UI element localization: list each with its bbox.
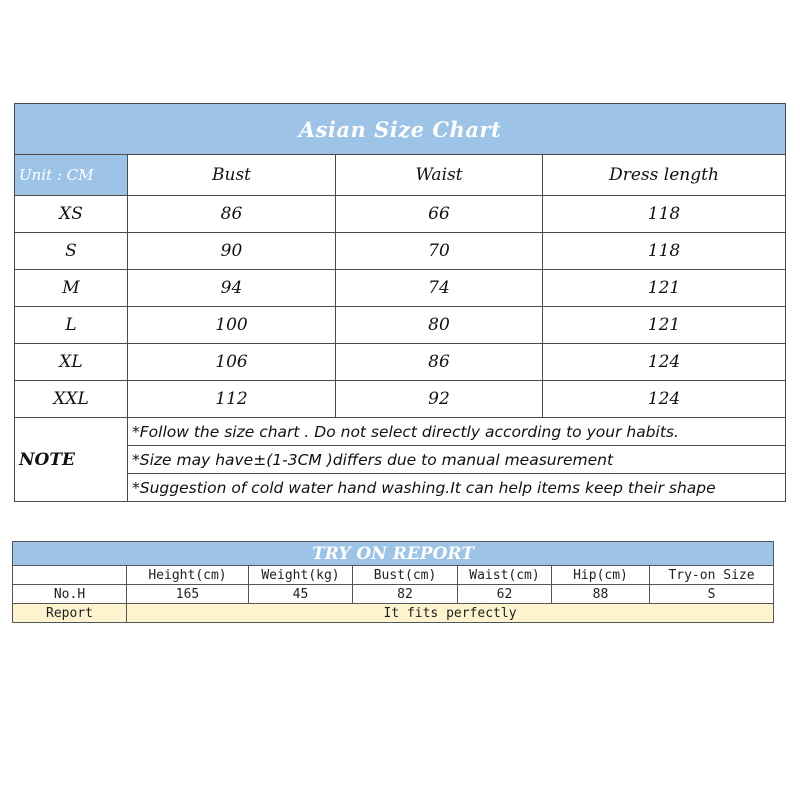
dress-length-value: 121 — [543, 270, 786, 307]
size-chart-header-row — [15, 155, 786, 196]
model-label: No.H — [13, 585, 127, 604]
note-line: *Suggestion of cold water hand washing.It can help items keep their shape — [128, 474, 786, 502]
size-chart-title-row — [15, 104, 786, 155]
column-header-height: Height(cm) — [127, 566, 249, 585]
column-header-waist: Waist — [336, 155, 543, 196]
size-label: L — [15, 307, 128, 344]
size-label: XXL — [15, 381, 128, 418]
hip-value: 88 — [552, 585, 650, 604]
note-row — [15, 474, 786, 502]
column-header-waist: Waist(cm) — [458, 566, 552, 585]
note-row — [15, 418, 786, 446]
size-label: XL — [15, 344, 128, 381]
size-label: M — [15, 270, 128, 307]
bust-value: 94 — [128, 270, 336, 307]
note-row — [15, 446, 786, 474]
report-text: It fits perfectly — [127, 604, 774, 623]
waist-value: 62 — [458, 585, 552, 604]
weight-value: 45 — [249, 585, 353, 604]
bust-value: 86 — [128, 196, 336, 233]
waist-value: 74 — [336, 270, 543, 307]
try-on-report-table — [12, 541, 774, 623]
unit-label: Unit : CM — [15, 155, 128, 196]
table-row — [15, 344, 786, 381]
column-header-try-on-size: Try-on Size — [650, 566, 774, 585]
report-label: Report — [13, 604, 127, 623]
note-line: *Follow the size chart . Do not select directly according to your habits. — [128, 418, 786, 446]
report-row — [13, 604, 774, 623]
note-label: NOTE — [15, 418, 128, 502]
bust-value: 90 — [128, 233, 336, 270]
table-row — [15, 270, 786, 307]
bust-value: 100 — [128, 307, 336, 344]
dress-length-value: 118 — [543, 233, 786, 270]
try-on-header-row — [13, 566, 774, 585]
waist-value: 86 — [336, 344, 543, 381]
try-on-report-title: TRY ON REPORT — [13, 542, 774, 566]
column-header-weight: Weight(kg) — [249, 566, 353, 585]
dress-length-value: 124 — [543, 344, 786, 381]
table-row — [15, 233, 786, 270]
size-chart-table — [14, 103, 786, 502]
size-label: S — [15, 233, 128, 270]
height-value: 165 — [127, 585, 249, 604]
table-row — [13, 585, 774, 604]
table-row — [15, 196, 786, 233]
waist-value: 66 — [336, 196, 543, 233]
bust-value: 112 — [128, 381, 336, 418]
column-header-dress-length: Dress length — [543, 155, 786, 196]
column-header-bust: Bust(cm) — [353, 566, 458, 585]
column-header-hip: Hip(cm) — [552, 566, 650, 585]
column-header-blank — [13, 566, 127, 585]
try-on-size-value: S — [650, 585, 774, 604]
dress-length-value: 121 — [543, 307, 786, 344]
waist-value: 70 — [336, 233, 543, 270]
bust-value: 106 — [128, 344, 336, 381]
size-label: XS — [15, 196, 128, 233]
table-row — [15, 307, 786, 344]
bust-value: 82 — [353, 585, 458, 604]
note-line: *Size may have±(1-3CM )differs due to manual measurement — [128, 446, 786, 474]
size-chart-title: Asian Size Chart — [15, 104, 786, 155]
table-row — [15, 381, 786, 418]
dress-length-value: 118 — [543, 196, 786, 233]
dress-length-value: 124 — [543, 381, 786, 418]
waist-value: 80 — [336, 307, 543, 344]
waist-value: 92 — [336, 381, 543, 418]
try-on-title-row — [13, 542, 774, 566]
column-header-bust: Bust — [128, 155, 336, 196]
